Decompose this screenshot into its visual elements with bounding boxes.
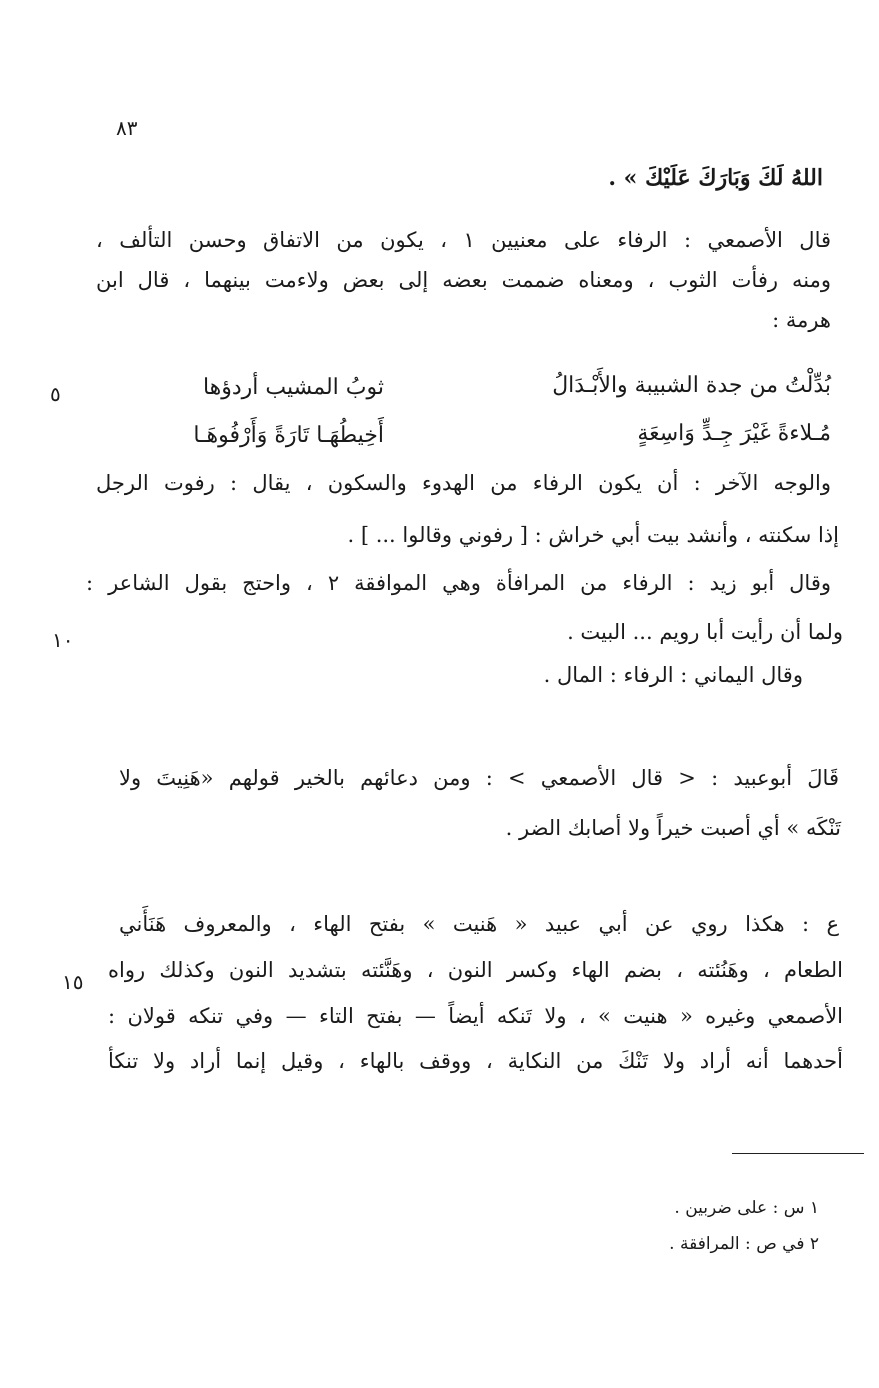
margin-line-number-5: ٥ (50, 382, 61, 406)
text-line-11: وقال اليماني : الرفاء : المال . (543, 663, 803, 687)
verse-1-first-hemistich: بُدِّلْتُ من جدة الشبيبة والأَبْـدَالُ (552, 373, 831, 398)
text-line-7: والوجه الآخر : أن يكون الرفاء من الهدوء والسكون ، يقال : رفوت الرجل (96, 471, 831, 495)
verse-1-second-hemistich: ثوبُ المشيب أردؤها (202, 375, 384, 400)
text-line-14: ع : هكذا روي عن أبي عبيد « هَنيت » بفتح الهاء ، والمعروف هَنَأَني (119, 912, 839, 936)
footnote-2: ٢ في ص : المرافقة . (669, 1234, 819, 1254)
margin-line-number-10: ١٠ (52, 628, 74, 652)
text-line-16: الأصمعي وغيره « هنيت » ، ولا تَنكه أيضاً — بفتح التاء — وفي تنكه قولان : (108, 1004, 843, 1028)
page-number: ٨٣ (116, 116, 138, 140)
text-line-15: الطعام ، وهَنُئته ، بضم الهاء وكسر النون ، وهَنَّئته بتشديد النون وكذلك رواه (108, 958, 843, 982)
text-line-9: وقال أبو زيد : الرفاء من المرافأة وهي الموافقة ٢ ، واحتج بقول الشاعر : (86, 571, 831, 595)
text-line-4: هرمة : (772, 308, 831, 332)
margin-line-number-15: ١٥ (62, 970, 84, 994)
text-line-8: إذا سكنته ، وأنشد بيت أبي خراش : [ رفوني وقالوا ... ] . (347, 523, 839, 547)
text-line-10: ولما أن رأيت أبا رويم ... البيت . (567, 620, 843, 644)
verse-2-second-hemistich: أَخِيطُهَـا تَارَةً وَأَرْفُوهَـا (193, 423, 384, 448)
text-line-3: ومنه رفأت الثوب ، ومعناه ضممت بعضه إلى بعض ولاءمت بينهما ، قال ابن (96, 268, 831, 292)
text-line-12: قَالَ أبوعبيد : < قال الأصمعي > : ومن دعائهم بالخير قولهم «هَنِيتَ ولا (119, 766, 839, 790)
footnote-1: ١ س : على ضربين . (674, 1198, 819, 1218)
text-line-1: اللهُ لَكَ وَبَارَكَ عَلَيْكَ » . (608, 165, 823, 191)
text-line-2: قال الأصمعي : الرفاء على معنيين ١ ، يكون من الاتفاق وحسن التألف ، (96, 228, 832, 252)
footnote-separator (732, 1153, 864, 1154)
text-line-13: تَنْكَه » أي أصبت خيراً ولا أصابك الضر . (505, 816, 841, 840)
verse-2-first-hemistich: مُـلاءةً غَيْرَ جِـدٍّ وَاسِعَةٍ (637, 421, 831, 446)
text-line-17: أحدهما أنه أراد ولا تَنْكَ من النكاية ، ووقف بالهاء ، وقيل إنما أراد ولا تنكأ (108, 1049, 843, 1073)
